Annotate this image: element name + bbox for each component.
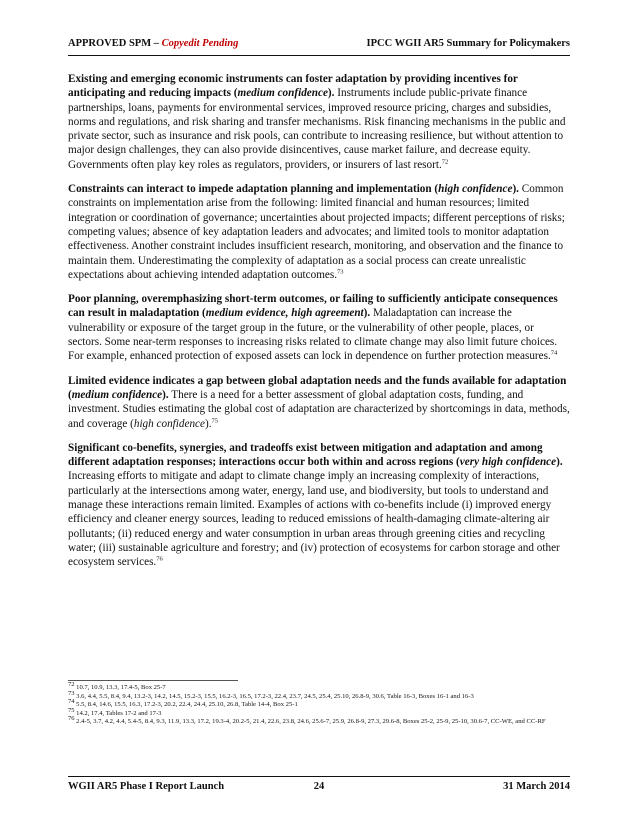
footnote-text: 10.7, 10.9, 13.3, 17.4-5, Box 25-7 xyxy=(76,684,166,691)
paragraph-constraints xyxy=(68,182,570,282)
header-approved-label: APPROVED SPM – xyxy=(68,38,162,49)
paragraph-text: Common constraints on implementation arise from the following: limited financial and human resources; limited integration or coordination of governance; uncertainties about projected impacts; different perceptions of risks; competing values; absence of key adaptation leaders and advocates; and limited tools to monitor adaptation effectiveness. Another constraint includes insufficient research, monitoring, and observation and the finance to maintain them. Underestimating the complexity of adaptation as a social process can create unrealistic expectations about achieving intended adaptation outcomes. xyxy=(68,183,565,281)
footnote-ref[interactable]: 75 xyxy=(211,416,219,424)
footnote-number: 76 xyxy=(68,715,75,723)
paragraph-lead: Limited evidence indicates a gap between global adaptation needs and the funds available for adaptation ( xyxy=(68,374,567,401)
header-pending-label: Copyedit Pending xyxy=(161,38,239,49)
footnote-ref[interactable]: 74 xyxy=(550,349,558,357)
footnote-text: 3.6, 4.4, 5.5, 8.4, 9.4, 13.2-3, 14.2, 14.5, 15.2-3, 15.5, 16.2-3, 16.5, 17.2-3, 22.4, 23.7, 24.5, 25.4, 25.10, 26.8-9, 30.6, Table 16-3, Boxes 16-1 and 16-3 xyxy=(76,692,474,700)
paragraph-lead: Existing and emerging economic instruments can foster adaptation by providing incentives for anticipating and reducing impacts ( xyxy=(68,73,518,100)
footnote-divider xyxy=(68,680,238,681)
paragraph-lead-end: ). xyxy=(327,87,335,100)
footnote xyxy=(68,715,570,727)
page-header xyxy=(68,38,570,54)
paragraph-lead-end: ). xyxy=(556,456,563,469)
footnote-number: 75 xyxy=(68,706,75,714)
footnote-number: 73 xyxy=(68,689,75,697)
footnote-ref[interactable]: 76 xyxy=(156,555,163,563)
header-status xyxy=(68,38,238,49)
footnote-number: 72 xyxy=(68,680,75,688)
confidence-label: medium confidence xyxy=(71,388,163,401)
paragraph-text: Instruments include public-private finance partnerships, loans, payments for environmental services, improved resource pricing, charges and subsidies, norms and regulations, and risk sharing and transfer mechanisms. Risk financing mechanisms in the public and private sector, such as insurance and risk pools, can contribute to increasing resilience, but without attention to major design challenges, they can also provide disincentives, cause market failure, and decrease equity. Governments often play key roles as regulators, providers, or insurers of last resort. xyxy=(68,87,566,171)
footnote-number: 74 xyxy=(68,698,75,705)
footnote-ref[interactable]: 72 xyxy=(441,158,449,166)
paragraph-text: Maladaptation can increase the vulnerability or exposure of the target group in the future, or the vulnerability of other people, places, or sectors. Some near-term responses to increasing risks related to climate change may also limit future choices. For example, enhanced protection of exposed assets can lock in dependence on further protection measures. xyxy=(68,307,558,363)
page-number: 24 xyxy=(313,781,325,792)
confidence-label: medium evidence, high agreement xyxy=(205,307,364,320)
paragraph-economic-instruments xyxy=(68,72,570,172)
header-divider xyxy=(68,55,570,56)
paragraph-lead: Significant co-benefits, synergies, and tradeoffs exist between mitigation and adaptation and among different adaptation responses; interactions occur both within and across regions ( xyxy=(68,441,543,469)
paragraph-funding-gap xyxy=(68,374,570,431)
confidence-label: very high confidence xyxy=(459,456,557,469)
footer-date: 31 March 2014 xyxy=(503,781,570,792)
page-footer xyxy=(68,781,570,797)
paragraph-lead: Poor planning, overemphasizing short-term outcomes, or failing to sufficiently anticipate consequences can result in maladaptation ( xyxy=(68,293,558,320)
paragraph-lead-end: ). xyxy=(512,183,519,196)
footnote-ref[interactable]: 73 xyxy=(337,268,344,276)
page-body xyxy=(68,72,570,580)
footnotes xyxy=(68,680,570,727)
paragraph-text-end: ). xyxy=(204,417,212,430)
confidence-label: medium confidence xyxy=(237,87,328,100)
paragraph-co-benefits xyxy=(68,441,570,570)
footer-divider xyxy=(68,776,570,777)
footnote-text: 14.2, 17.4, Tables 17-2 and 17-3 xyxy=(76,709,162,717)
paragraph-lead-end: ). xyxy=(162,388,169,401)
footnote-text: 5.5, 8.4, 14.6, 15.5, 16.3, 17.2-3, 20.2, 22.4, 24.4, 25.10, 26.8, Table 14-4, Box 25-1 xyxy=(76,701,298,709)
footer-event: WGII AR5 Phase I Report Launch xyxy=(68,781,225,792)
footnote-text: 2.4-5, 3.7, 4.2, 4.4, 5.4-5, 8.4, 9.3, 11.9, 13.3, 17.2, 19.3-4, 20.2-5, 21.4, 22.6, 23.8, 24.6, 25.6-7, 25.9, 26.8-9, 27.3, 29.6-8, Boxes 25-2, 25-9, 25-10, 30.6-7, CC-WE, and CC-RF xyxy=(76,718,546,726)
confidence-inline: high confidence xyxy=(133,417,205,430)
paragraph-text: There is a need for a better assessment of global adaptation costs, funding, and investment. Studies estimating the global cost of adaptation are characterized by shortcomings in data, methods, and coverage ( xyxy=(68,388,570,430)
paragraph-maladaptation xyxy=(68,292,570,363)
header-report-title: IPCC WGII AR5 Summary for Policymakers xyxy=(366,38,570,49)
paragraph-lead: Constraints can interact to impede adaptation planning and implementation ( xyxy=(68,183,439,196)
footnote xyxy=(68,698,570,710)
footnote xyxy=(68,680,570,693)
paragraph-text: Increasing efforts to mitigate and adapt to climate change imply an increasing complexity of interactions, particularly at the intersections among water, energy, land use, and biodiversity, but tools to understand and manage these interactions remain limited. Examples of actions with co-benefits include (i) improved energy efficiency and cleaner energy sources, leading to reduced emissions of health-damaging climate-altering air pollutants; (ii) reduced energy and water consumption in urban areas through greening cities and recycling water; (iii) sustainable agriculture and forestry; and (iv) protection of ecosystems for carbon storage and other ecosystem services. xyxy=(68,470,560,569)
footnote xyxy=(68,689,570,702)
paragraph-lead-end: ). xyxy=(363,307,371,320)
confidence-label: high confidence xyxy=(438,183,513,196)
